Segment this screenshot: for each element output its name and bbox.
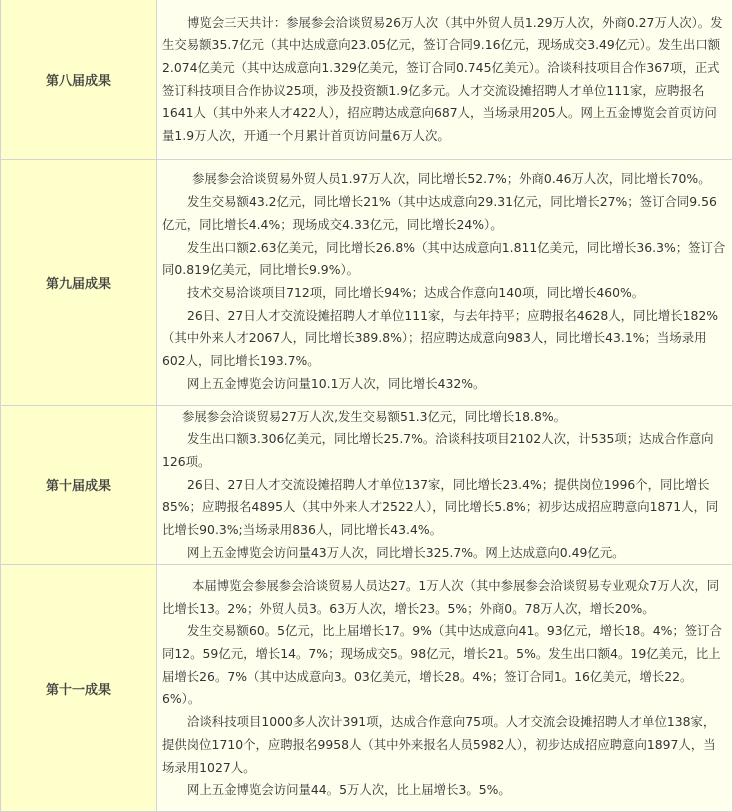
content-paragraph: 本届博览会参展参会洽谈贸易人员达27。1万人次（其中参展参会洽谈贸易专业观众7万人次，同比增长13。2%；外贸人员3。63万人次，增长23。5%；外商0。78万人次，增长20%。 xyxy=(162,577,720,616)
content-paragraph: 参展参会洽谈贸易外贸人员1.97万人次，同比增长52.7%；外商0.46万人次，同比增长70%。 xyxy=(192,171,711,187)
content-paragraph: 网上五金博览会访问量10.1万人次，同比增长432%。 xyxy=(187,375,486,391)
content-paragraph: 发生交易额60。5亿元，比上届增长17。9%（其中达成意向41。93亿元，增长18。4%；签订合同12。59亿元，增长14。7%；现场成交5。98亿元，增长21。5%。发生出口额4。19亿美元，比上届增长26。7%（其中达成意向3。03亿美元，增长28。4%；签订合同1。16亿美元，增长22。6%）。 xyxy=(162,623,722,707)
section-label: 第八届成果 xyxy=(1,0,157,159)
content-paragraph: 参展参会洽谈贸易27万人次,发生交易额51.3亿元，同比增长18.8%。 xyxy=(182,408,567,424)
content-paragraph: 发生交易额43.2亿元，同比增长21%（其中达成意向29.31亿元，同比增长27%；签订合同9.56亿元，同比增长4.4%；现场成交4.33亿元，同比增长24%）。 xyxy=(162,194,717,232)
content-paragraph: 网上五金博览会访问量44。5万人次，比上届增长3。5%。 xyxy=(187,782,511,798)
section-label: 第十届成果 xyxy=(1,405,157,565)
section-content xyxy=(157,405,733,565)
table-row xyxy=(1,405,733,565)
section-content xyxy=(157,159,733,405)
table-row xyxy=(1,565,733,812)
content-paragraph: 网上五金博览会访问量43万人次，同比增长325.7%。网上达成意向0.49亿元。 xyxy=(187,544,625,560)
table-row xyxy=(1,0,733,159)
section-label: 第九届成果 xyxy=(1,159,157,405)
section-label: 第十一成果 xyxy=(1,565,157,812)
content-paragraph: 博览会三天共计：参展参会洽谈贸易26万人次（其中外贸人员1.29万人次，外商0.27万人次）。发生交易额35.7亿元（其中达成意向23.05亿元，签订合同9.16亿元，现场成交3.49亿元）。发生出口额2.074亿美元（其中达成意向1.329亿美元，签订合同0.745亿美元）。洽谈科技项目合作367项，正式签订科技项目合作协议25项，涉及投资额1.9亿多元。人才交流设摊招聘人才单位111家，应聘报名1641人（其中外来人才422人），招应聘达成意向687人，当场录用205人。网上五金博览会首页访问量1.9万人次，开通一个月累计首页访问量6万人次。 xyxy=(162,14,723,144)
table-row xyxy=(1,159,733,405)
content-paragraph: 26日、27日人才交流设摊招聘人才单位137家，同比增长23.4%；提供岗位1996个，同比增长85%；应聘报名4895人（其中外来人才2522人），同比增长5.8%；初步达成招应聘意向1871人，同比增长90.3%;当场录用836人，同比增长43.4%。 xyxy=(162,476,719,538)
content-paragraph: 洽谈科技项目1000多人次计391项，达成合作意向75项。人才交流会设摊招聘人才单位138家，提供岗位1710个，应聘报名9958人（其中外来报名人员5982人），初步达成招应聘意向1897人，当场录用1027人。 xyxy=(162,714,716,775)
section-content xyxy=(157,565,733,812)
content-paragraph: 26日、27日人才交流设摊招聘人才单位111家，与去年持平；应聘报名4628人，同比增长182%（其中外来人才2067人，同比增长389.8%）；招应聘达成意向983人，同比增长43.1%；当场录用602人，同比增长193.7%。 xyxy=(162,307,719,369)
content-paragraph: 发生出口额2.63亿美元，同比增长26.8%（其中达成意向1.811亿美元，同比增长36.3%；签订合同0.819亿美元，同比增长9.9%）。 xyxy=(162,239,726,278)
content-paragraph: 技术交易洽谈项目712项，同比增长94%；达成合作意向140项，同比增长460%。 xyxy=(187,285,645,300)
section-content xyxy=(157,0,733,159)
content-paragraph: 发生出口额3.306亿美元，同比增长25.7%。洽谈科技项目2102人次，计535项；达成合作意向126项。 xyxy=(162,431,714,469)
